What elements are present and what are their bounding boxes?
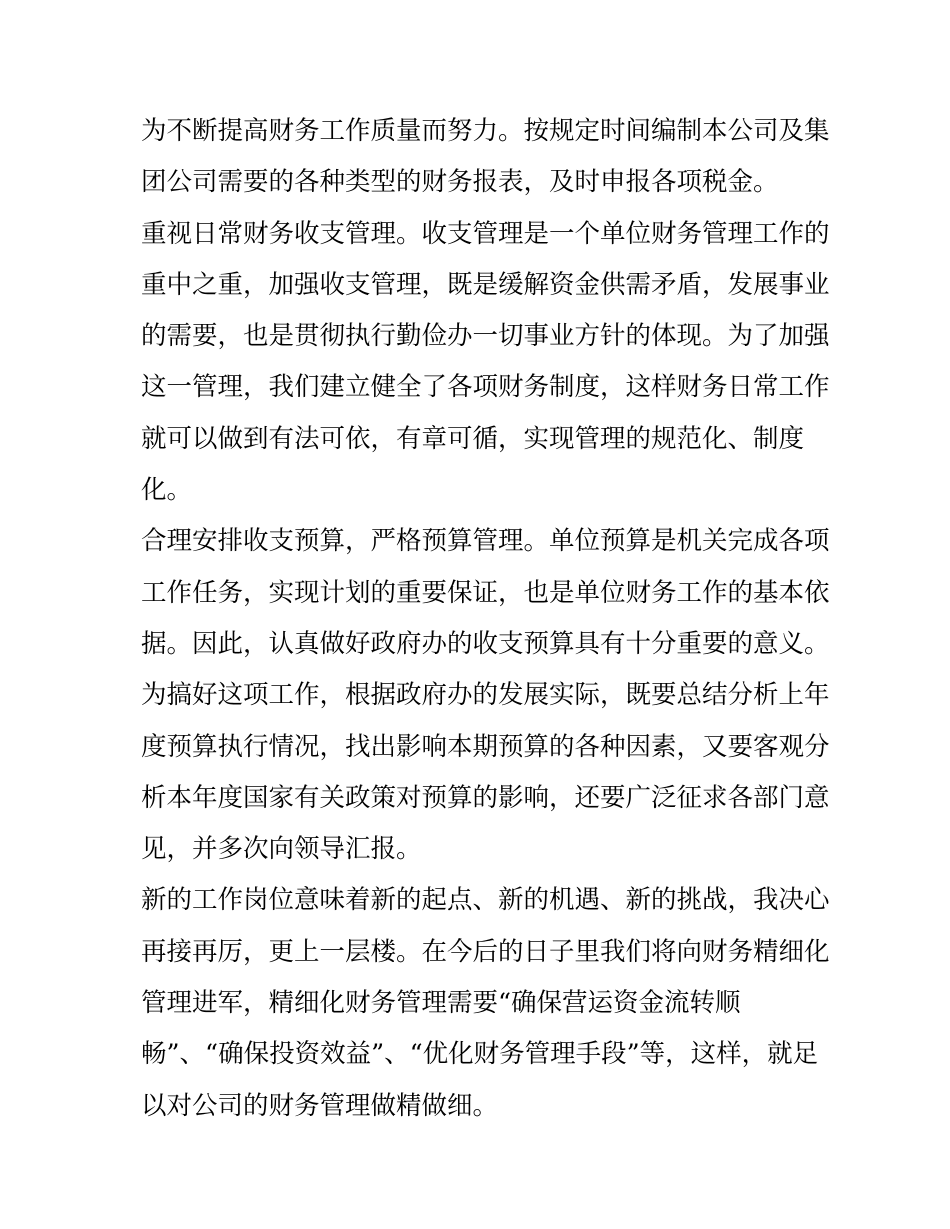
text-line: 见，并多次向领导汇报。 (141, 834, 422, 865)
text-line: 工作任务，实现计划的重要保证，也是单位财务工作的基本依 (141, 577, 830, 608)
document-body (141, 106, 830, 1132)
text-line: 团公司需要的各种类型的财务报表，及时申报各项税金。 (141, 167, 779, 198)
text-line: 畅”、“确保投资效益”、“优化财务管理手段”等，这样，就足 (141, 1039, 819, 1070)
text-line: 析本年度国家有关政策对预算的影响，还要广泛征求各部门意 (141, 782, 830, 813)
text-line: 新的工作岗位意味着新的起点、新的机遇、新的挑战，我决心 (141, 885, 830, 916)
text-line: 为搞好这项工作，根据政府办的发展实际，既要总结分析上年 (141, 680, 830, 711)
text-line: 以对公司的财务管理做精做细。 (141, 1090, 499, 1121)
text-line: 这一管理，我们建立健全了各项财务制度，这样财务日常工作 (141, 372, 830, 403)
text-line: 化。 (141, 475, 193, 506)
text-line: 重视日常财务收支管理。收支管理是一个单位财务管理工作的 (141, 218, 830, 249)
text-line: 的需要，也是贯彻执行勤俭办一切事业方针的体现。为了加强 (141, 321, 830, 352)
text-line: 为不断提高财务工作质量而努力。按规定时间编制本公司及集 (141, 116, 830, 146)
text-line: 就可以做到有法可依，有章可循，实现管理的规范化、制度 (141, 423, 805, 454)
text-line: 据。因此，认真做好政府办的收支预算具有十分重要的意义。 (141, 628, 830, 659)
text-line: 管理进军，精细化财务管理需要“确保营运资金流转顺 (141, 988, 741, 1019)
text-line: 重中之重，加强收支管理，既是缓解资金供需矛盾，发展事业 (141, 269, 830, 300)
text-line: 再接再厉，更上一层楼。在今后的日子里我们将向财务精细化 (141, 936, 830, 967)
text-line: 度预算执行情况，找出影响本期预算的各种因素，又要客观分 (141, 731, 830, 762)
text-line: 合理安排收支预算，严格预算管理。单位预算是机关完成各项 (141, 526, 830, 557)
